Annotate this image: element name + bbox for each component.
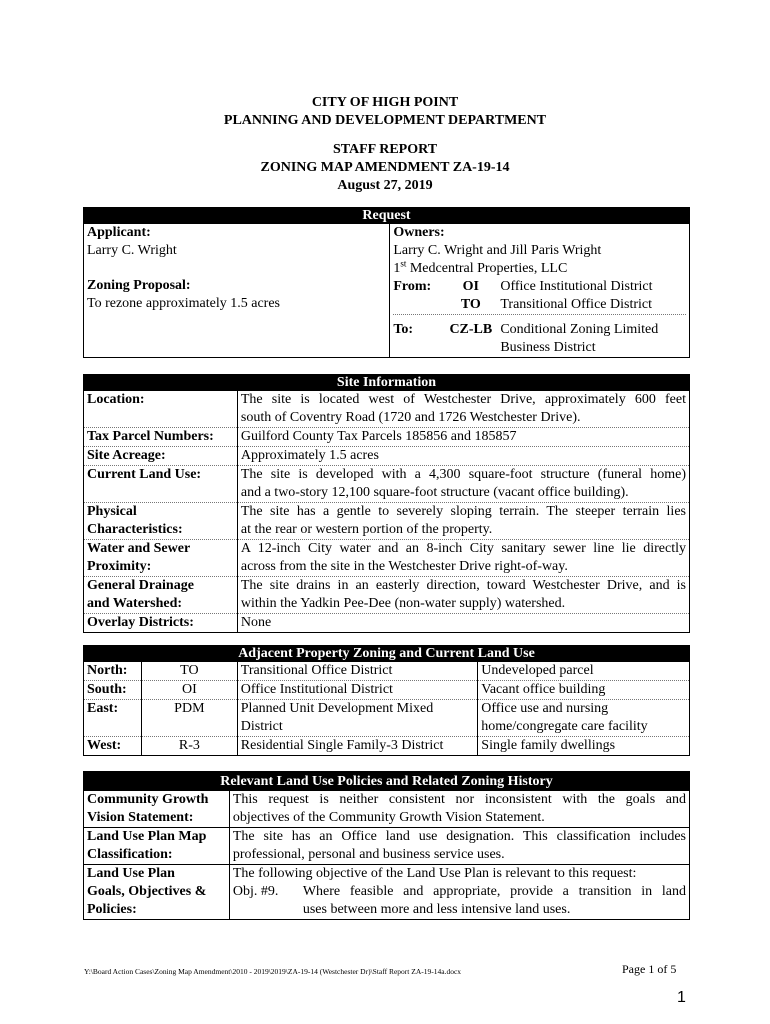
site-row: [84, 428, 690, 447]
adjacent-row: [84, 681, 690, 700]
adjacent-district: [237, 737, 478, 756]
site-row-value: [237, 391, 689, 428]
report-type: STAFF REPORT: [332, 142, 438, 157]
site-value-line: The site drains in an easterly direction, toward Westchester Drive, and is: [240, 578, 686, 593]
from-code-2: TO: [460, 297, 481, 312]
policy-label: [84, 865, 230, 920]
adjacent-property-table: [83, 645, 690, 756]
site-value-line: Approximately 1.5 acres: [240, 448, 379, 463]
site-row: [84, 391, 690, 428]
site-row-label: [84, 577, 238, 614]
adjacent-land-use: [478, 681, 690, 700]
site-label-line: Water and Sewer: [87, 541, 191, 556]
adjacent-use-line: home/congregate care facility: [481, 719, 648, 734]
site-row-value: [237, 447, 689, 466]
site-row-value: [237, 577, 689, 614]
policy-row: [84, 828, 690, 865]
site-label-line: Physical: [87, 504, 137, 519]
applicant-label: Applicant:: [87, 225, 151, 240]
site-row: [84, 540, 690, 577]
owners-line2-sup: st: [400, 258, 407, 269]
adjacent-district: [237, 662, 478, 681]
policy-label-line: Goals, Objectives &: [87, 884, 207, 899]
from-row-1: [393, 278, 686, 296]
to-desc-1: Conditional Zoning Limited: [500, 322, 659, 337]
site-row-value: [237, 614, 689, 633]
site-row-label: [84, 466, 238, 503]
site-label-line: Location:: [87, 392, 145, 407]
adjacent-district-line: Residential Single Family-3 District: [240, 738, 444, 753]
site-value-line: The site has a gentle to severely sloping terrain. The steeper terrain lies: [240, 504, 686, 519]
request-bar: Request: [84, 208, 690, 225]
proposal-label: Zoning Proposal:: [87, 278, 191, 293]
adjacent-district-line: Transitional Office District: [240, 663, 393, 678]
adjacent-land-use: [478, 737, 690, 756]
adjacent-zone: OI: [141, 681, 237, 700]
policy-value: [229, 865, 689, 920]
site-value-line: None: [240, 615, 272, 630]
site-label-line: and Watershed:: [87, 596, 183, 611]
site-value-line: within the Yadkin Pee-Dee (non-water supply) watershed.: [240, 596, 566, 611]
owners-label: Owners:: [393, 225, 445, 240]
city-title: CITY OF HIGH POINT: [311, 95, 459, 110]
site-row-value: [237, 428, 689, 447]
adjacent-direction: East:: [84, 700, 142, 737]
site-label-line: Characteristics:: [87, 522, 183, 537]
site-value-line: and a two-story 12,100 square-foot structure (vacant office building).: [240, 485, 629, 500]
adjacent-district-line: Planned Unit Development Mixed: [240, 701, 434, 716]
adjacent-direction: West:: [84, 737, 142, 756]
adjacent-row: [84, 700, 690, 737]
site-value-line: at the rear or western portion of the property.: [240, 522, 493, 537]
site-row: [84, 447, 690, 466]
proposal-cell: [84, 272, 390, 358]
policy-value-line: professional, personal and business service uses.: [232, 847, 505, 862]
policy-value: [229, 828, 689, 865]
site-row-value: [237, 466, 689, 503]
adjacent-row: [84, 662, 690, 681]
to-row-2: [393, 339, 686, 357]
report-title: ZONING MAP AMENDMENT ZA-19-14: [260, 160, 510, 175]
adjacent-district: [237, 681, 478, 700]
adjacent-use-line: Vacant office building: [481, 682, 606, 697]
policy-label-line: Community Growth: [87, 792, 209, 807]
site-value-line: Guilford County Tax Parcels 185856 and 185857: [240, 429, 517, 444]
owners-cell: [390, 224, 690, 358]
policy-label-line: Classification:: [87, 847, 173, 862]
adjacent-row: [84, 737, 690, 756]
site-row-value: [237, 540, 689, 577]
objective-line: Where feasible and appropriate, provide a transition in land: [302, 884, 686, 899]
adjacent-direction: South:: [84, 681, 142, 700]
adjacent-use-line: Single family dwellings: [481, 738, 616, 753]
site-value-line: The site is developed with a 4,300 square-foot structure (funeral home): [240, 467, 686, 482]
applicant-value: Larry C. Wright: [87, 243, 177, 258]
from-label: From:: [393, 279, 432, 294]
site-label-line: Site Acreage:: [87, 448, 166, 463]
adjacent-property-bar: Adjacent Property Zoning and Current Land Use: [84, 646, 690, 663]
land-use-policies-table: [83, 771, 690, 920]
site-row-label: [84, 540, 238, 577]
site-row-label: [84, 391, 238, 428]
owners-line2: [393, 260, 686, 278]
from-desc-2: Transitional Office District: [500, 297, 652, 312]
site-label-line: Tax Parcel Numbers:: [87, 429, 214, 444]
to-code: CZ-LB: [449, 322, 493, 337]
adjacent-use-line: Undeveloped parcel: [481, 663, 594, 678]
objective-number: Obj. #9.: [232, 884, 279, 899]
site-row-value: [237, 503, 689, 540]
owners-line2-rest: Medcentral Properties, LLC: [406, 261, 568, 276]
policy-label: [84, 828, 230, 865]
policy-objective: [233, 883, 686, 919]
site-label-line: Proximity:: [87, 559, 152, 574]
adjacent-land-use: [478, 662, 690, 681]
site-value-line: across from the site in the Westchester Drive right-of-way.: [240, 559, 568, 574]
site-information-table: [83, 374, 690, 633]
proposal-value: To rezone approximately 1.5 acres: [87, 296, 280, 311]
site-label-line: Current Land Use:: [87, 467, 202, 482]
policy-label: [84, 791, 230, 828]
site-value-line: south of Coventry Road (1720 and 1726 Westchester Drive).: [240, 410, 581, 425]
objective-text: [303, 883, 686, 919]
adjacent-zone: R-3: [141, 737, 237, 756]
report-date: August 27, 2019: [337, 178, 433, 193]
from-code-1: OI: [462, 279, 480, 294]
policy-label-line: Land Use Plan: [87, 866, 175, 881]
owners-line1: Larry C. Wright and Jill Paris Wright: [393, 243, 602, 258]
policy-label-line: Land Use Plan Map: [87, 829, 207, 844]
adjacent-district-line: Office Institutional District: [240, 682, 393, 697]
policy-value-line: The site has an Office land use designation. This classification includes: [232, 829, 686, 844]
site-row: [84, 614, 690, 633]
adjacent-use-line: Office use and nursing: [481, 701, 609, 716]
policy-value: [229, 791, 689, 828]
site-value-line: A 12-inch City water and an 8-inch City sanitary sewer line lie directly: [240, 541, 686, 556]
site-row-label: [84, 503, 238, 540]
to-row: [393, 321, 686, 339]
site-information-bar: Site Information: [84, 375, 690, 392]
objective-line: uses between more and less intensive land uses.: [302, 902, 571, 917]
site-row: [84, 466, 690, 503]
adjacent-zone: PDM: [141, 700, 237, 737]
policy-label-line: Vision Statement:: [87, 810, 194, 825]
site-row-label: [84, 614, 238, 633]
from-row-2: [393, 296, 686, 315]
site-label-line: General Drainage: [87, 578, 194, 593]
site-label-line: Overlay Districts:: [87, 615, 194, 630]
site-row-label: [84, 447, 238, 466]
adjacent-zone: TO: [141, 662, 237, 681]
to-desc-2: Business District: [500, 340, 596, 355]
owners-line2-num: 1: [393, 261, 401, 276]
land-use-policies-bar: Relevant Land Use Policies and Related Zoning History: [84, 772, 690, 792]
adjacent-district-line: District: [240, 719, 283, 734]
site-row: [84, 577, 690, 614]
footer-file-path: Y:\Board Action Cases\Zoning Map Amendment\2010 - 2019\2019\ZA-19-14 (Westchester Dr)\Staff Report ZA-19-14a.docx: [84, 967, 462, 976]
policy-value-line: This request is neither consistent nor inconsistent with the goals and: [232, 792, 686, 807]
page-number: 1: [677, 989, 686, 1006]
adjacent-direction: North:: [87, 663, 128, 678]
request-table: [83, 207, 690, 358]
department-title: PLANNING AND DEVELOPMENT DEPARTMENT: [223, 113, 547, 128]
policy-intro: The following objective of the Land Use Plan is relevant to this request:: [232, 866, 637, 881]
from-desc-1: Office Institutional District: [500, 279, 653, 294]
applicant-cell: [84, 224, 390, 272]
adjacent-land-use: [478, 700, 690, 737]
policy-row: [84, 865, 690, 920]
to-label: To:: [393, 322, 414, 337]
adjacent-district: [237, 700, 478, 737]
policy-row: [84, 791, 690, 828]
site-row-label: [84, 428, 238, 447]
policy-label-line: Policies:: [87, 902, 137, 917]
footer-page-of: Page 1 of 5: [622, 962, 677, 976]
site-value-line: The site is located west of Westchester Drive, approximately 600 feet: [240, 392, 686, 407]
site-row: [84, 503, 690, 540]
policy-value-line: objectives of the Community Growth Vision Statement.: [232, 810, 545, 825]
